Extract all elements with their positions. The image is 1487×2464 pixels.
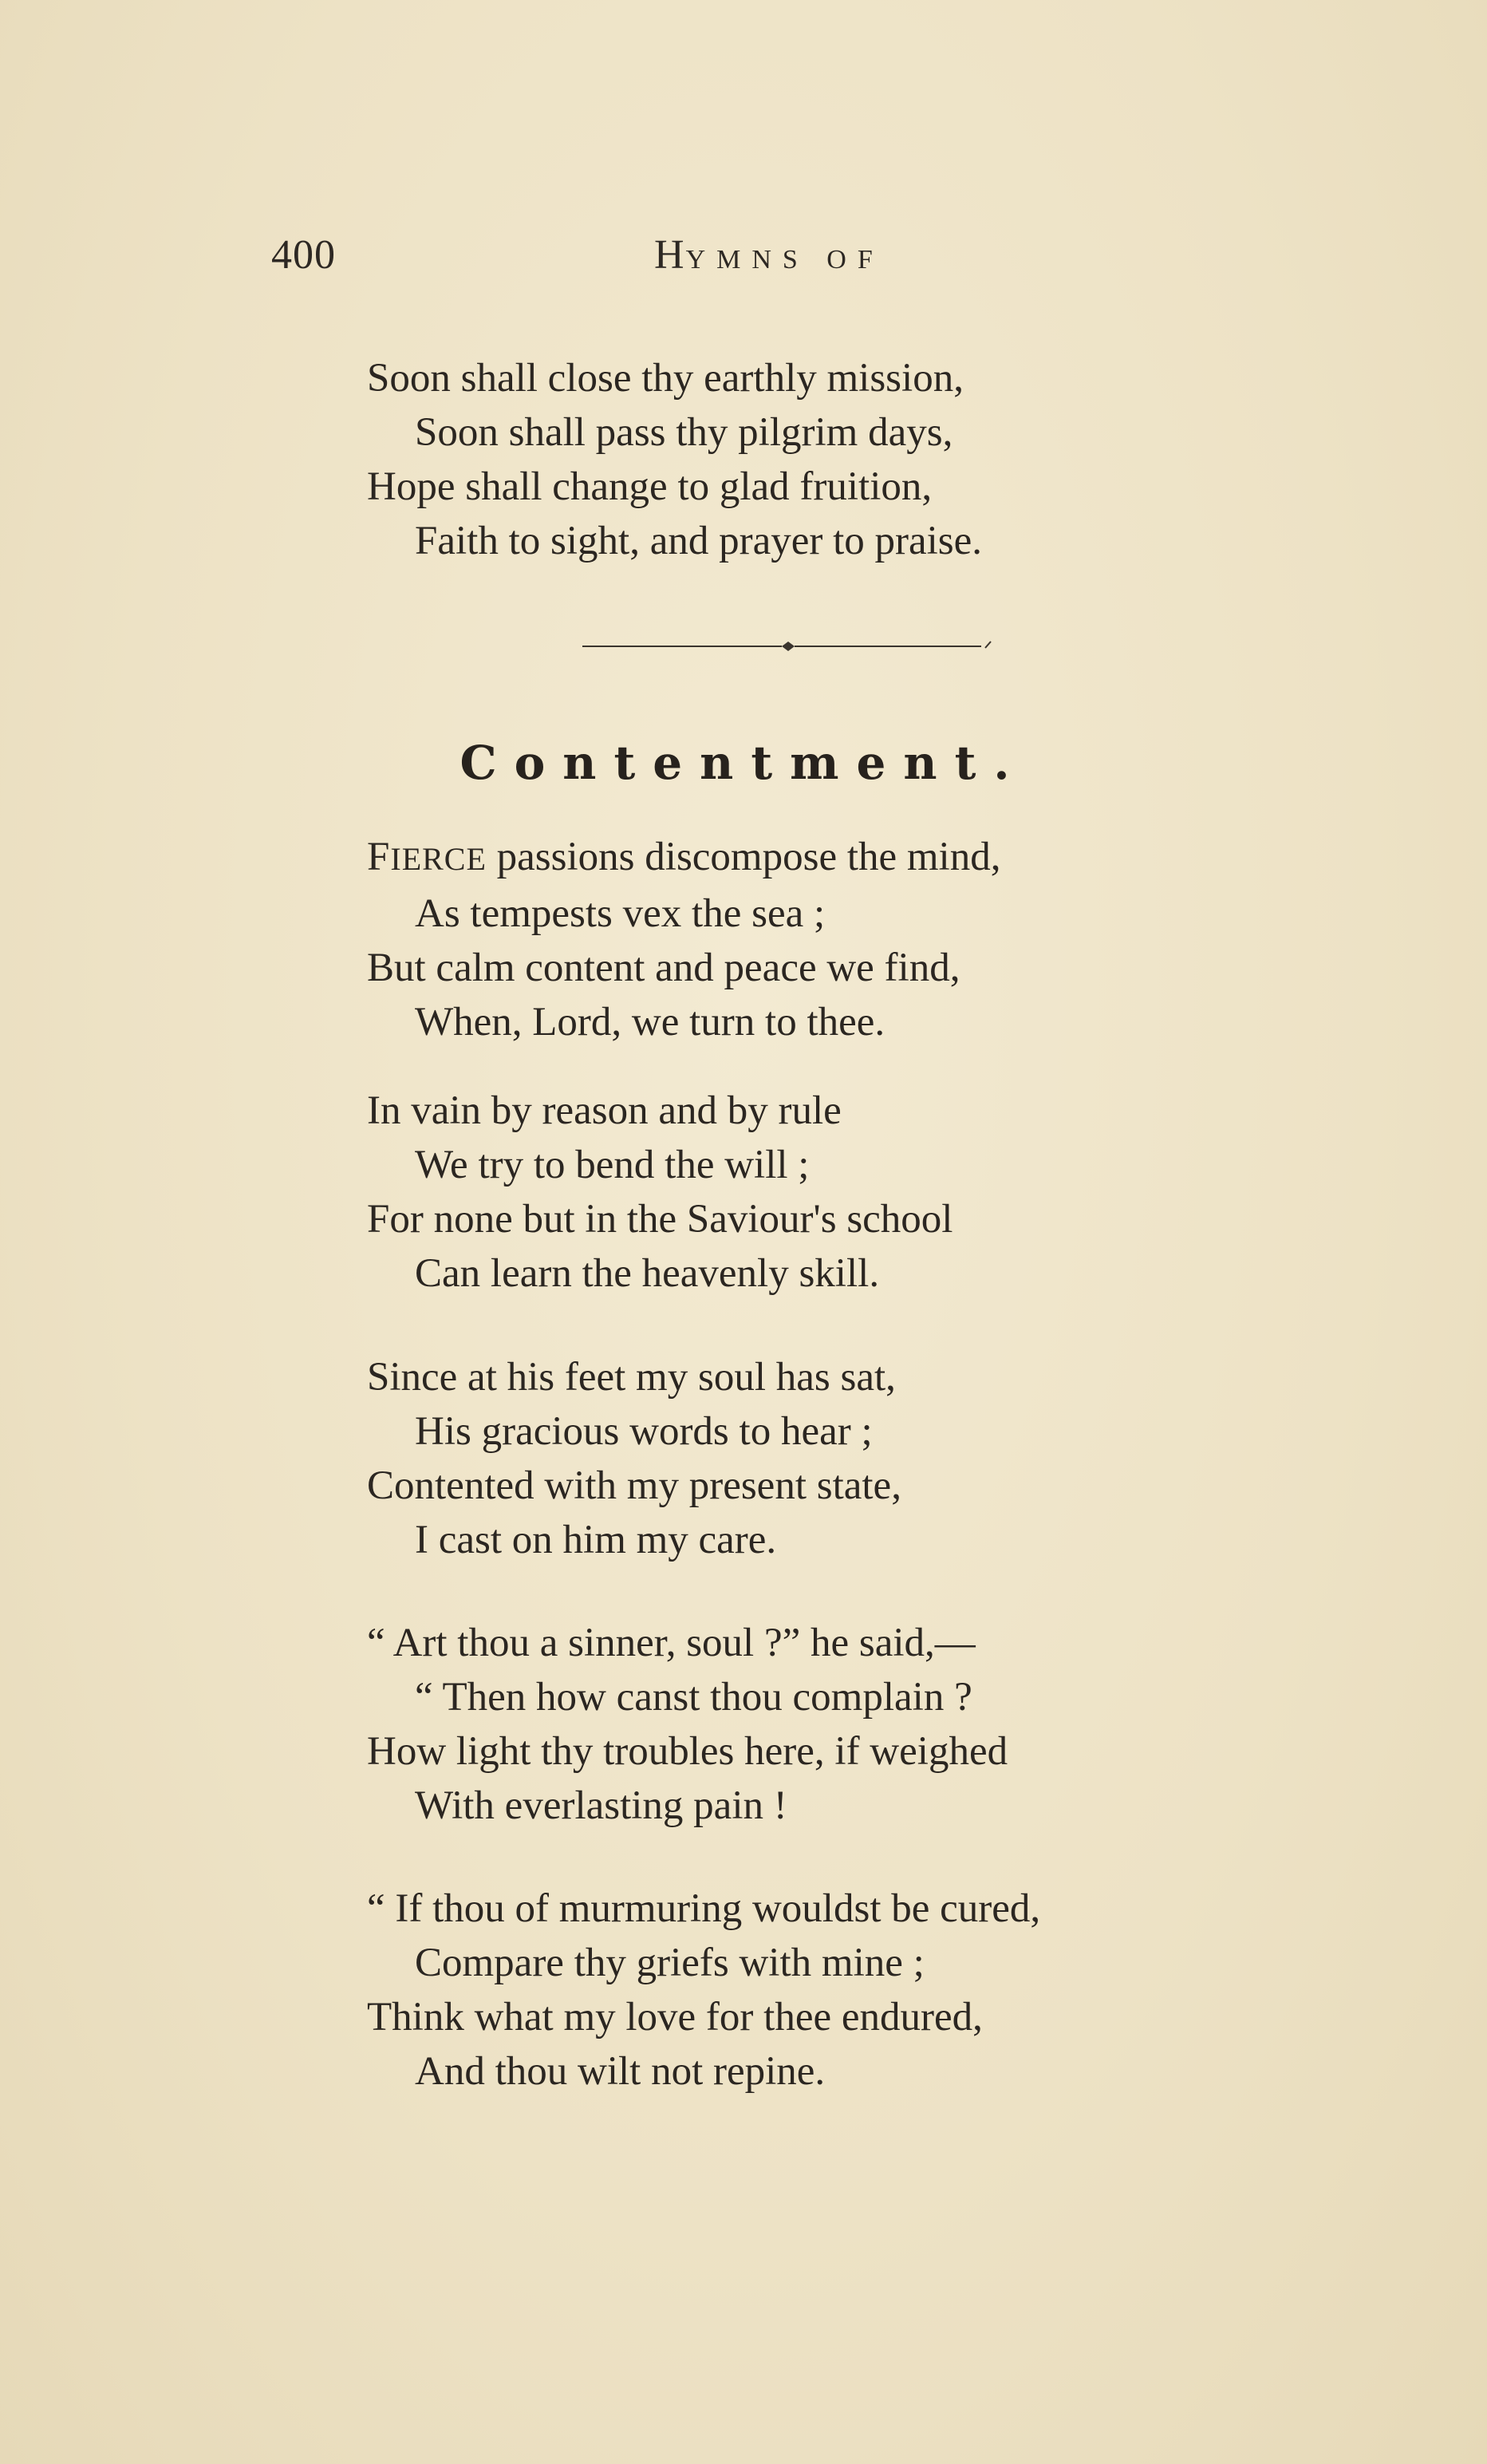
poem-stanza-3 — [367, 1350, 901, 1567]
verse-line: But calm content and peace we find, — [367, 946, 960, 990]
verse-line: Since at his feet my soul has sat, — [367, 1355, 896, 1400]
verse-line: Can learn the heavenly skill. — [415, 1251, 880, 1296]
verse-line: How light thy troubles here, if weighed — [367, 1729, 1008, 1774]
poem-stanza-2 — [367, 1084, 953, 1301]
verse-line: When, Lord, we turn to thee. — [415, 1000, 885, 1044]
verse-line: As tempests vex the sea ; — [415, 891, 826, 936]
previous-hymn-stanza — [367, 351, 982, 568]
verse-line: With everlasting pain ! — [415, 1783, 787, 1828]
first-word-initial: F — [367, 835, 391, 879]
verse-line: Contented with my present state, — [367, 1463, 901, 1508]
verse-line: Soon shall pass thy pilgrim days, — [415, 410, 953, 455]
verse-line: Compare thy griefs with mine ; — [415, 1941, 925, 1985]
page-number: 400 — [271, 232, 336, 278]
first-line-rest: passions discompose the mind, — [486, 835, 1001, 879]
verse-line: Faith to sight, and prayer to praise. — [415, 519, 983, 563]
poem-stanza-1 — [367, 830, 1000, 1049]
ornamental-divider — [582, 638, 997, 654]
first-word-rest: IERCE — [390, 841, 487, 877]
running-title-initial: H — [654, 232, 686, 278]
running-title — [654, 231, 884, 278]
verse-line: “ Art thou a sinner, soul ?” he said,— — [367, 1621, 976, 1665]
poem-stanza-4 — [367, 1616, 1008, 1833]
verse-line: His gracious words to hear ; — [415, 1409, 873, 1454]
verse-line: And thou wilt not repine. — [415, 2049, 826, 2094]
verse-line: We try to bend the will ; — [415, 1143, 810, 1187]
verse-line: Think what my love for thee endured, — [367, 1995, 983, 2040]
verse-line: Soon shall close thy earthly mission, — [367, 356, 964, 401]
poem-stanza-5 — [367, 1882, 1040, 2099]
verse-line: “ If thou of murmuring wouldst be cured, — [367, 1886, 1041, 1931]
running-title-rest: YMNS OF — [685, 245, 884, 274]
first-word — [367, 835, 487, 879]
verse-line-first — [367, 830, 1000, 886]
running-head — [271, 231, 1229, 295]
verse-line: Hope shall change to glad fruition, — [367, 464, 933, 509]
verse-line: “ Then how canst thou complain ? — [415, 1675, 972, 1720]
verse-line: For none but in the Saviour's school — [367, 1197, 953, 1242]
verse-line: In vain by reason and by rule — [367, 1088, 842, 1133]
poem-title: Contentment. — [460, 736, 1027, 790]
verse-line: I cast on him my care. — [415, 1518, 777, 1562]
